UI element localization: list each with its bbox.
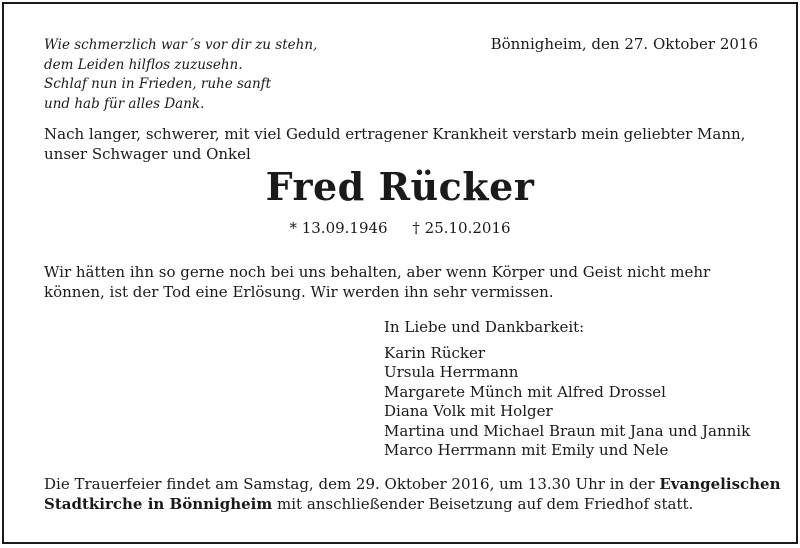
death-date: † 25.10.2016 bbox=[412, 219, 511, 237]
poem-line: Wie schmerzlich war´s vor dir zu stehn, bbox=[44, 37, 318, 53]
life-dates bbox=[4, 219, 796, 237]
funeral-text: Die Trauerfeier findet am Samstag, dem 29. Oktober 2016, um 13.30 Uhr in der bbox=[44, 475, 660, 493]
intro-line: Nach langer, schwerer, mit viel Geduld ertragener Krankheit verstarb mein geliebter Mann, bbox=[44, 125, 746, 143]
family-message bbox=[44, 262, 764, 302]
mourner-name: Ursula Herrmann bbox=[384, 363, 519, 381]
mourner-name: Karin Rücker bbox=[384, 343, 486, 362]
church-name-part1: Evangelischen bbox=[659, 475, 781, 493]
memorial-poem bbox=[44, 36, 317, 114]
poem-line: Schlaf nun in Frieden, ruhe sanft bbox=[44, 76, 272, 92]
mourner-name: Marco Herrmann mit Emily und Nele bbox=[384, 441, 669, 459]
funeral-line bbox=[44, 494, 764, 514]
message-line: Wir hätten ihn so gerne noch bei uns behalten, aber wenn Körper und Geist nicht mehr bbox=[44, 263, 711, 281]
funeral-line bbox=[44, 474, 781, 494]
announcement-intro bbox=[44, 124, 764, 164]
mourners-list bbox=[384, 318, 750, 461]
obituary-notice bbox=[2, 2, 798, 544]
mourner-name: Martina und Michael Braun mit Jana und Jannik bbox=[384, 421, 751, 440]
message-line: können, ist der Tod eine Erlösung. Wir werden ihn sehr vermissen. bbox=[44, 283, 554, 301]
closing-phrase: In Liebe und Dankbarkeit: bbox=[384, 318, 585, 336]
mourner-name: Diana Volk mit Holger bbox=[384, 402, 553, 420]
intro-line: unser Schwager und Onkel bbox=[44, 145, 251, 163]
deceased-name: Fred Rücker bbox=[265, 164, 535, 209]
funeral-details bbox=[44, 474, 781, 514]
church-name-part2: Stadtkirche in Bönnigheim bbox=[44, 495, 273, 513]
birth-date: * 13.09.1946 bbox=[289, 219, 388, 237]
funeral-text: mit anschließender Beisetzung auf dem Friedhof statt. bbox=[272, 495, 694, 513]
mourner-name: Margarete Münch mit Alfred Drossel bbox=[384, 382, 666, 401]
poem-line: dem Leiden hilflos zuzusehn. bbox=[44, 56, 243, 73]
poem-line: und hab für alles Dank. bbox=[44, 95, 205, 112]
place-and-date: Bönnigheim, den 27. Oktober 2016 bbox=[490, 35, 758, 53]
